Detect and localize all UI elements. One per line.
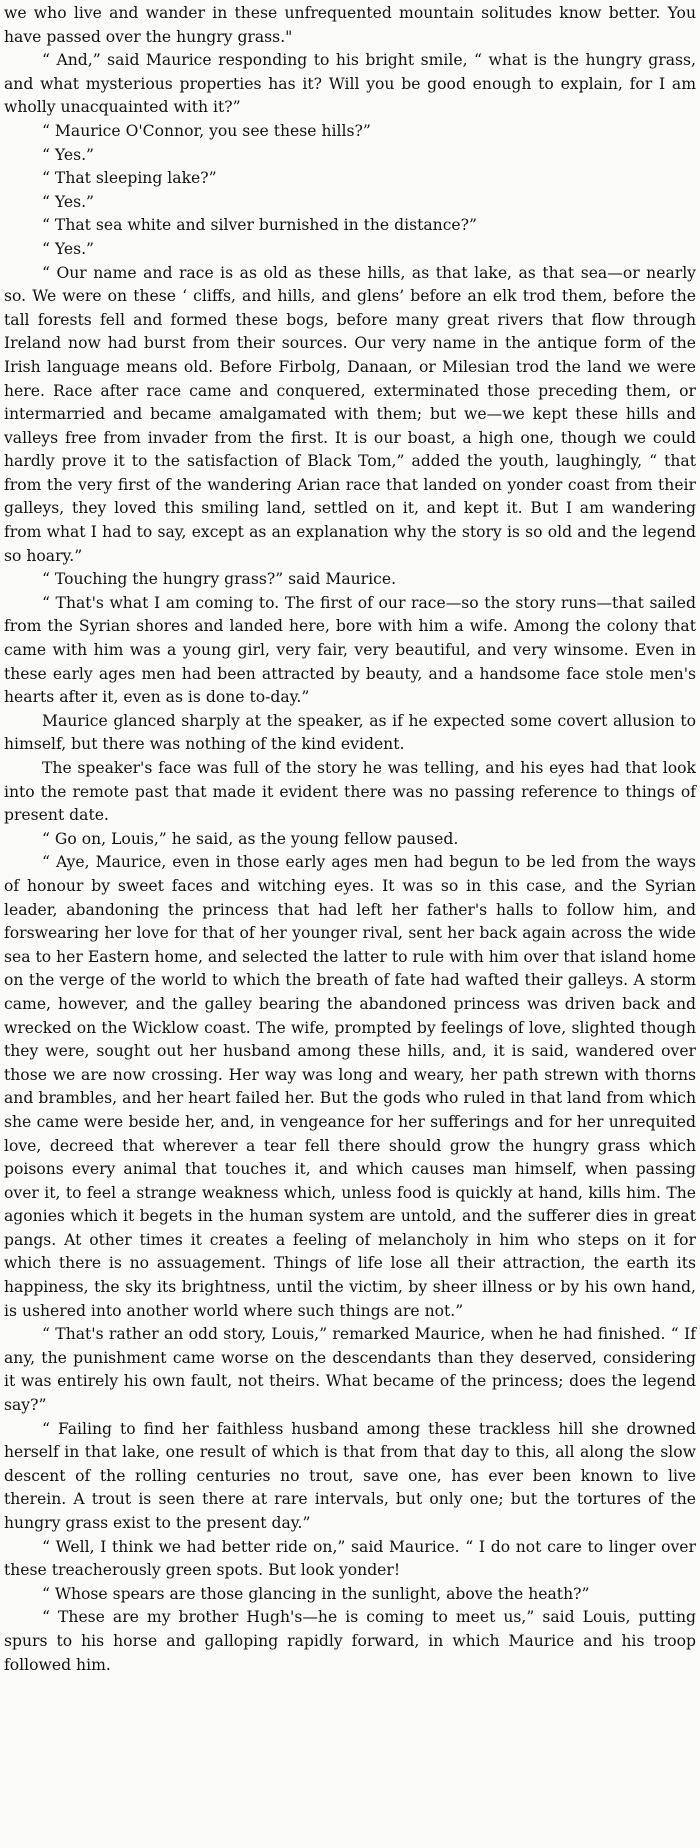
paragraph: “ Yes.” [42, 192, 95, 211]
paragraph: “ Touching the hungry grass?” said Maurice. [42, 570, 397, 589]
paragraph: “ Whose spears are those glancing in the sunlight, above the heath?” [42, 1584, 590, 1603]
paragraph: we who live and wander in these unfrequented mountain solitudes know better. You have passed over the hungry grass." [4, 4, 696, 46]
paragraph: “ Yes.” [42, 239, 95, 258]
paragraph: “ Maurice O'Connor, you see these hills?” [42, 121, 371, 140]
paragraph: “ Well, I think we had better ride on,” said Maurice. “ I do not care to linger over these treacherously green spots. But look yonder! [4, 1537, 696, 1580]
paragraph: The speaker's face was full of the story he was telling, and his eyes had that look into the remote past that made it evident there was no passing reference to things of present date. [4, 759, 696, 825]
paragraph: “ That sea white and silver burnished in the distance?” [42, 216, 477, 235]
paragraph: “ And,” said Maurice responding to his bright smile, “ what is the hungry grass, and what mysterious properties has it? Will you be good enough to explain, for I am wholly unacquainted with it?” [4, 51, 696, 117]
paragraph: “ That sleeping lake?” [42, 169, 217, 188]
paragraph: “ Yes.” [42, 145, 95, 164]
paragraph: “ Failing to find her faithless husband among these trackless hill she drowned herself in that lake, one result of which is that from that day to this, all along the slow descent of the rolling centuries no trout, save one, has ever been known to live therein. A trout is seen there at rare intervals, but only one; but the tortures of the hungry grass exist to the present day.” [4, 1419, 696, 1532]
paragraph: “ That's what I am coming to. The first of our race—so the story runs—that sailed from the Syrian shores and landed here, bore with him a wife. Among the colony that came with him was a young girl, very fair, very beautiful, and very winsome. Even in these early ages men had been attracted by beauty, and a handsome face stole men's hearts after it, even as is done to-day.” [4, 593, 696, 707]
paragraph: Maurice glanced sharply at the speaker, as if he expected some covert allusion to himself, but there was nothing of the kind evident. [4, 711, 696, 754]
paragraph: “ Aye, Maurice, even in those early ages men had begun to be led from the ways of honour by sweet faces and witching eyes. It was so in this case, and the Syrian leader, abandoning the princess that had left her father's halls to follow him, and forswearing her love for that of her younger rival, sent her back again across the wide sea to her Eastern home, and selected the latter to rule with him over that island home on the verge of the world to which the breath of fate had wafted their galleys. A storm came, however, and the galley bearing the abandoned princess was driven back and wrecked on the Wicklow coast. The wife, prompted by feelings of love, slighted though they were, sought out her husband among these hills, and, it is said, wandered over those we are now crossing. Her way was long and weary, her path strewn with thorns and brambles, and her heart failed her. But the gods who ruled in that land from which she came were beside her, and, in vengeance for her sufferings and for her unrequited love, decreed that wherever a tear fell there should grow the hungry grass which poisons every animal that touches it, and which causes man himself, when passing over it, to feel a strange weakness which, unless food is quickly at hand, kills him. The agonies which it begets in the human system are untold, and the sufferer dies in great pangs. At other times it creates a feeling of melancholy in him who steps on it for which there is no assuagement. Things of life lose all their attraction, the earth its happiness, the sky its brightness, until the victim, by sheer illness or by his own hand, is ushered into another world where such things are not.” [4, 853, 696, 1320]
paragraph: “ These are my brother Hugh's—he is coming to meet us,” said Louis, putting spurs to his horse and galloping rapidly forward, in which Maurice and his troop followed him. [4, 1608, 696, 1674]
paragraph: “ That's rather an odd story, Louis,” remarked Maurice, when he had finished. “ If any, the punishment came worse on the descendants than they deserved, considering it was entirely his own fault, not theirs. What became of the princess; does the legend say?” [4, 1325, 696, 1415]
paragraph: “ Our name and race is as old as these hills, as that lake, as that sea—or nearly so. We were on these ‘ cliffs, and hills, and glens’ before an elk trod them, before the tall forests fell and formed these bogs, before many great rivers that flow through Ireland now had burst from their sources. Our very name in the antique form of the Irish language means old. Before Firbolg, Danaan, or Milesian trod the land we were here. Race after race came and conquered, exterminated those preceding them, or intermarried and became amalgamated with them; but we—we kept these hills and valleys free from invader from the first. It is our boast, a high one, though we could hardly prove it to the satisfaction of Black Tom,” added the youth, laughingly, “ that from the very first of the wandering Arian race that landed on yonder coast from their galleys, they loved this smiling land, settled on it, and kept it. But I am wandering from what I had to say, except as an explanation why the story is so old and the legend so hoary.” [4, 263, 696, 565]
paragraph: “ Go on, Louis,” he said, as the young fellow paused. [42, 829, 459, 848]
